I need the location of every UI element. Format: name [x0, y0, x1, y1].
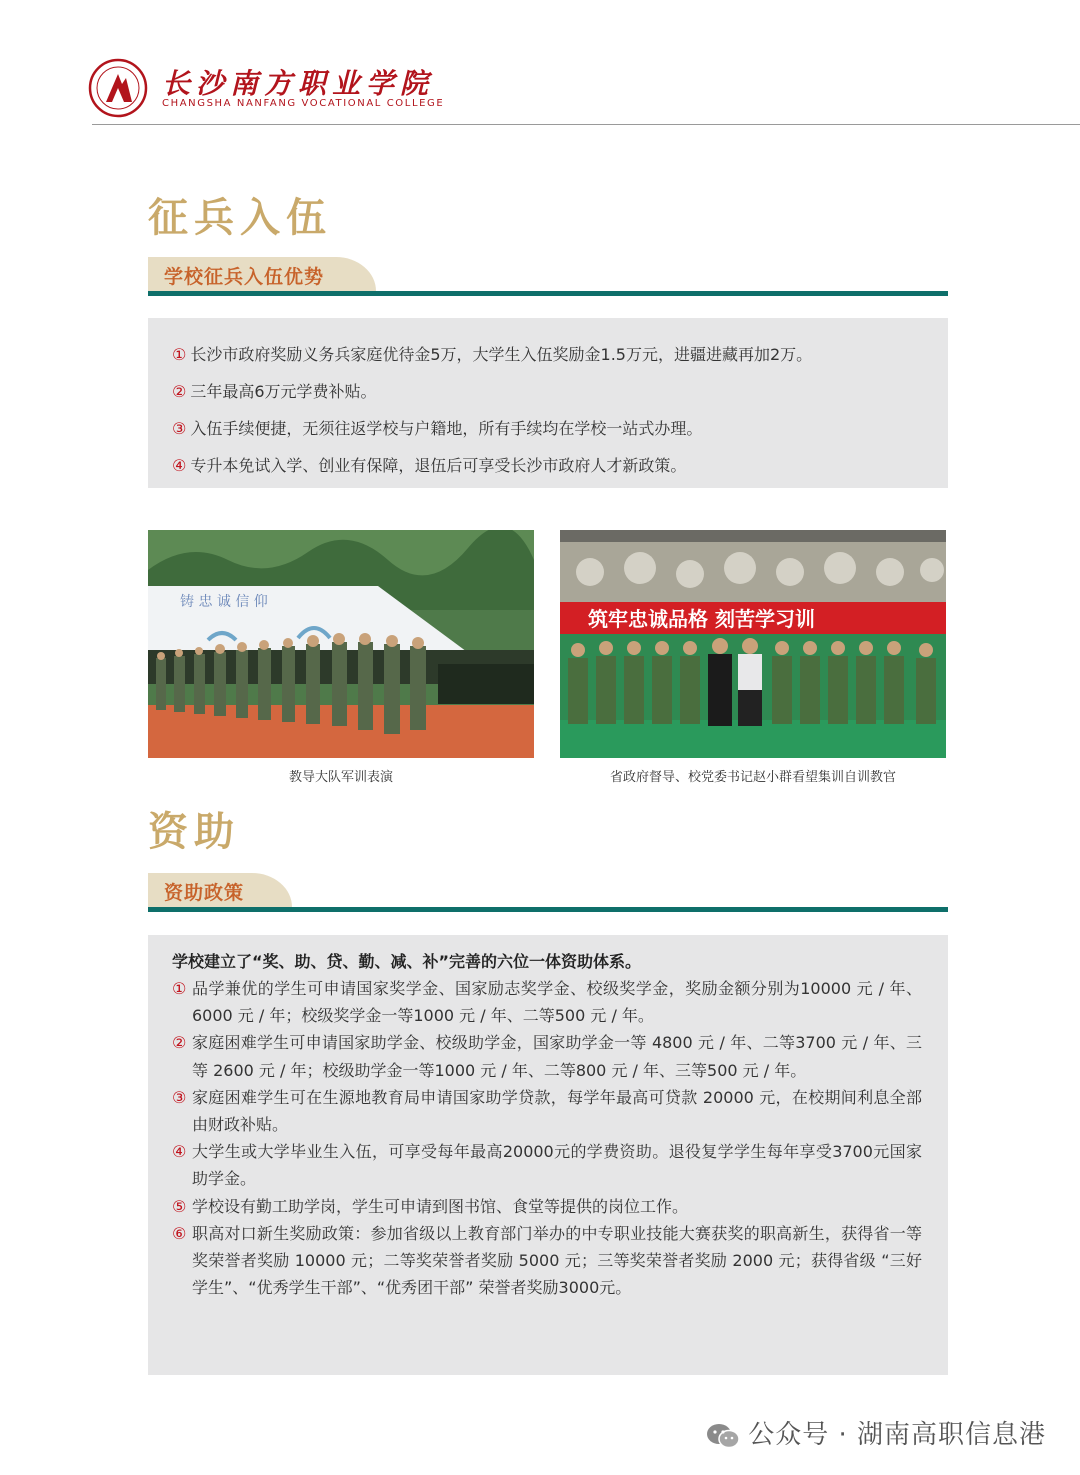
advantages-list: [172, 336, 928, 484]
list-item: ④ 专升本免试入学、创业有保障，退伍后可享受长沙市政府人才新政策。: [172, 456, 687, 475]
aid-policy-panel: [148, 935, 948, 1375]
list-item: ① 长沙市政府奖励义务兵家庭优待金5万，大学生入伍奖励金1.5万元，进疆进藏再加2万。: [172, 345, 813, 364]
list-item: ③ 入伍手续便捷，无须往返学校与户籍地，所有手续均在学校一站式办理。: [172, 419, 703, 438]
photo-caption-visit: 省政府督导、校党委书记赵小群看望集训自训教官: [609, 770, 896, 785]
wechat-watermark: [706, 1414, 1046, 1451]
tab-shape: [148, 873, 292, 907]
section-title-aid: 资助: [148, 808, 240, 855]
teal-rule: [148, 291, 948, 296]
teal-rule: [148, 907, 948, 912]
list-item: ③ 家庭困难学生可在生源地教育局申请国家助学贷款，每学年最高可贷款 20000 元，在校期间利息全部由财政补贴。: [172, 1087, 922, 1135]
section-title-enlistment: 征兵入伍: [148, 194, 332, 241]
photo-caption-drill: 教导大队军训表演: [288, 770, 393, 785]
page-header: [88, 56, 1080, 126]
enlistment-advantages-panel: [148, 318, 948, 488]
list-item: ② 家庭困难学生可申请国家助学金、校级助学金，国家助学金一等 4800 元 / 年、二等3700 元 / 年、三等 2600 元 / 年；校级助学金一等1000 元 / 年、二等800 元 / 年、三等500 元 / 年。: [172, 1033, 922, 1080]
list-item: ⑤ 学校设有勤工助学岗，学生可申请到图书馆、食堂等提供的岗位工作。: [172, 1196, 689, 1216]
tab-aid-policy: [148, 873, 948, 913]
svg-text:铸 忠 诚 信 仰: 铸 忠 诚 信 仰: [180, 594, 268, 610]
list-item: ① 品学兼优的学生可申请国家奖学金、国家励志奖学金、校级奖学金，奖励金额分别为10000 元 / 年、6000 元 / 年；校级奖学金一等1000 元 / 年、二等500 元 / 年。: [172, 979, 922, 1026]
aid-intro: 学校建立了“奖、助、贷、勤、减、补”完善的六位一体资助体系。: [172, 952, 642, 971]
school-name-en: CHANGSHA NANFANG VOCATIONAL COLLEGE: [162, 98, 445, 109]
tab-label: 资助政策: [164, 882, 245, 904]
visit-photo-image: [560, 530, 946, 758]
aid-list: [172, 975, 922, 1301]
list-item: ⑥ 职高对口新生奖励政策：参加省级以上教育部门举办的中专职业技能大赛获奖的职高新生，获得省一等奖荣誉者奖励 10000 元；二等奖荣誉者奖励 5000 元；三等奖荣誉者奖励 2000 元；获得省级 “三好学生”、“优秀学生干部”、“优秀团干部” 荣誉者奖励3000元。: [172, 1223, 922, 1298]
photo-military-drill: [148, 530, 534, 758]
tab-shape: [148, 257, 376, 291]
tab-enlistment-advantages: [148, 257, 948, 297]
tab-label: 学校征兵入伍优势: [164, 266, 325, 288]
banner-text: 筑牢忠诚品格 刻苦学习训: [588, 607, 815, 631]
photo-officials-visit: [560, 530, 946, 758]
list-item: ② 三年最高6万元学费补贴。: [172, 382, 377, 401]
list-item: ④ 大学生或大学毕业生入伍，可享受每年最高20000元的学费资助。退役复学学生每年享受3700元国家助学金。: [172, 1142, 922, 1189]
school-seal-logo: [88, 58, 148, 118]
header-divider: [92, 124, 1080, 125]
watermark-text: 公众号 · 湖南高职信息港: [748, 1420, 1046, 1450]
school-name-cn: 长沙南方职业学院: [162, 67, 435, 100]
wechat-icon: [706, 1422, 740, 1450]
drill-photo-image: [148, 530, 534, 758]
